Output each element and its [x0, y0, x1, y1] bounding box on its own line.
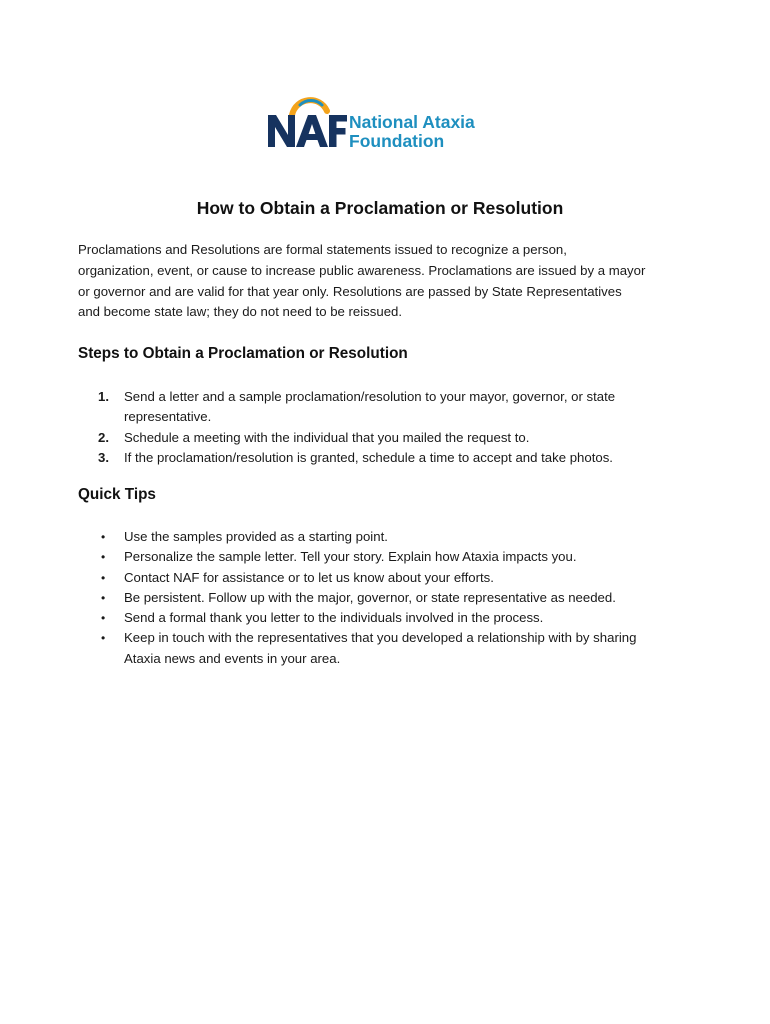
tip-text [124, 527, 688, 547]
bullet-icon: • [101, 530, 106, 544]
bullet-icon: • [101, 570, 106, 585]
step-line: If the proclamation/resolution is granted, schedule a time to accept and take photos. [124, 449, 613, 465]
bullet-icon: • [101, 611, 106, 626]
tip-item [78, 628, 688, 669]
tip-line: Contact NAF for assistance or to let us know about your efforts. [124, 569, 494, 585]
logo-org-line2: Foundation [349, 131, 445, 151]
step-text [124, 428, 688, 448]
intro-paragraph [78, 240, 678, 323]
intro-line: organization, event, or cause to increase public awareness. Proclamations are issued by a mayor [78, 262, 646, 278]
tip-line: Use the samples provided as a starting point. [124, 529, 388, 544]
tip-text [124, 568, 688, 588]
step-text [124, 448, 688, 468]
step-text [124, 387, 688, 428]
bullet-icon: • [101, 550, 106, 565]
tip-text [124, 628, 688, 669]
quick-tips-list [78, 527, 688, 669]
logo-org-name [349, 113, 475, 151]
tip-text [124, 608, 688, 628]
quick-tips-heading: Quick Tips [78, 486, 156, 503]
step-line: Send a letter and a sample proclamation/resolution to your mayor, governor, or state [124, 389, 616, 404]
step-number: 1. [98, 389, 109, 404]
tip-line: Be persistent. Follow up with the major, governor, or state representative as needed. [124, 589, 616, 605]
tip-text [124, 588, 688, 608]
tip-line: Personalize the sample letter. Tell your story. Explain how Ataxia impacts you. [124, 549, 577, 565]
tip-text [124, 547, 688, 567]
step-item [78, 448, 688, 468]
step-item [78, 387, 688, 428]
step-item [78, 428, 688, 448]
naf-logo [266, 93, 506, 153]
tip-line: Keep in touch with the representatives that you developed a relationship with by sharing [124, 630, 637, 646]
tip-item [78, 547, 688, 567]
tip-item [78, 527, 688, 547]
logo-org-line1: National Ataxia [349, 112, 475, 132]
sun-arc-icon [292, 100, 327, 115]
page-title: How to Obtain a Proclamation or Resolution [196, 198, 564, 218]
intro-line: or governor and are valid for that year only. Resolutions are passed by State Representatives [78, 283, 622, 299]
step-number: 3. [98, 449, 109, 465]
tip-line: Send a formal thank you letter to the individuals involved in the process. [124, 610, 544, 626]
steps-list [78, 387, 688, 468]
naf-logo-mark [266, 93, 348, 153]
bullet-icon: • [101, 631, 106, 646]
intro-line: Proclamations and Resolutions are formal statements issued to recognize a person, [78, 242, 567, 257]
steps-heading: Steps to Obtain a Proclamation or Resolution [78, 345, 408, 362]
tip-item [78, 588, 688, 608]
step-number: 2. [98, 429, 109, 445]
step-line: representative. [124, 409, 212, 425]
tip-item [78, 568, 688, 588]
bullet-icon: • [101, 590, 106, 605]
intro-line: and become state law; they do not need to be reissued. [78, 304, 403, 320]
step-line: Schedule a meeting with the individual that you mailed the request to. [124, 429, 530, 445]
tip-line: Ataxia news and events in your area. [124, 650, 341, 666]
tip-item [78, 608, 688, 628]
